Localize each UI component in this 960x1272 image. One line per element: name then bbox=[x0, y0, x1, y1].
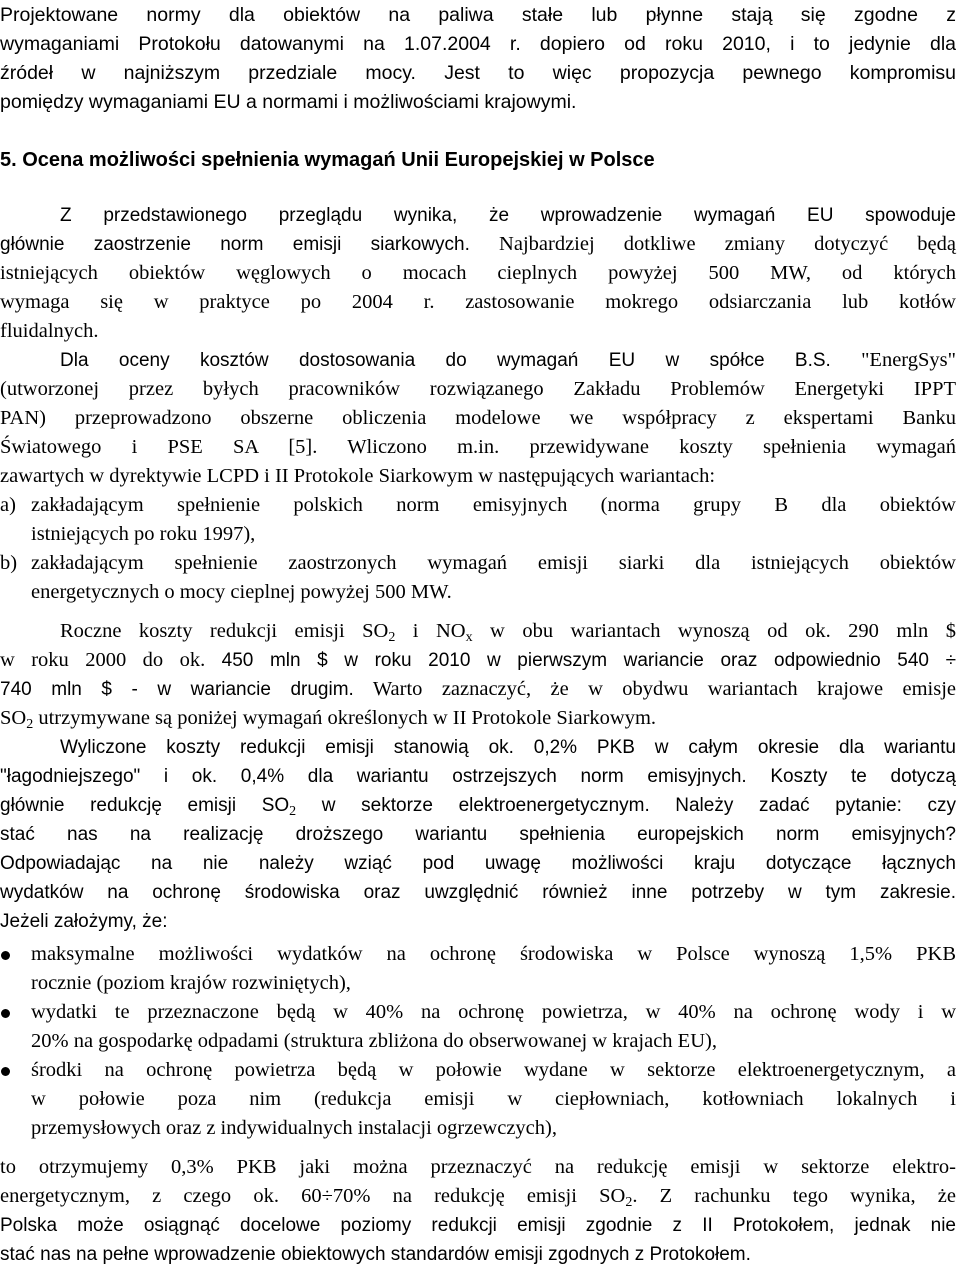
text-line bbox=[0, 1182, 956, 1211]
summary-paragraph bbox=[0, 201, 956, 346]
text-segment: w obu wariantach wynoszą od ok. 290 mln $ bbox=[472, 620, 957, 642]
text-line: stać nas na pełne wprowadzenie obiektowych standardów emisji zgodnych z Protokołem. bbox=[0, 1244, 751, 1265]
section-heading: 5. Ocena możliwości spełnienia wymagań Unii Europejskiej w Polsce bbox=[0, 149, 655, 171]
text-segment: i NO bbox=[395, 620, 466, 642]
list-label: b) bbox=[0, 552, 18, 574]
text-line: środki na ochronę powietrza będą w połowie wydane w sektorze elektroenergetycznym, a bbox=[31, 1059, 956, 1081]
text-segment: 740 mln $ - w wariancie drugim. bbox=[0, 679, 354, 700]
text-line: przemysłowych oraz z indywidualnych instalacji ogrzewczych), bbox=[31, 1117, 557, 1139]
subscript: x bbox=[465, 630, 473, 645]
bullet-icon bbox=[1, 1067, 10, 1076]
text-line: "łagodniejszego" i ok. 0,4% dla wariantu ostrzejszych norm emisyjnych. Koszty te dotyczą bbox=[0, 766, 956, 787]
text-line: pomiędzy wymaganiami EU a normami i możliwościami krajowymi. bbox=[0, 91, 577, 113]
bullet-icon bbox=[1, 951, 10, 960]
text-line: rocznie (poziom krajów rozwiniętych), bbox=[31, 972, 351, 994]
text-segment: Należy zadać pytanie: czy bbox=[675, 795, 956, 816]
subscript: 2 bbox=[625, 1195, 633, 1210]
text-line: fluidalnych. bbox=[0, 320, 99, 342]
text-line: zakładającym spełnienie zaostrzonych wymagań emisji siarki dla istniejących obiektów bbox=[31, 552, 956, 574]
text-line: istniejących obiektów węglowych o mocach cieplnych powyżej 500 MW, od których bbox=[0, 262, 956, 284]
variants-list bbox=[0, 491, 956, 607]
list-item bbox=[0, 491, 956, 549]
text-segment: przewidywane koszty spełnienia wymagań bbox=[529, 436, 957, 458]
text-line: 20% na gospodarkę odpadami (struktura zbliżona do obserwowanej w krajach EU), bbox=[31, 1030, 717, 1052]
list-item bbox=[0, 998, 956, 1056]
text-segment: Warto zaznaczyć, że w obydwu wariantach krajowe emisje bbox=[372, 678, 956, 700]
text-segment: w sektorze elektroenergetycznym. bbox=[296, 795, 650, 816]
text-segment: głównie redukcję emisji SO bbox=[0, 795, 290, 816]
text-line: to otrzymujemy 0,3% PKB jaki można przeznaczyć na redukcję emisji w sektorze elektro- bbox=[0, 1156, 956, 1178]
text-line: Odpowiadając na nie należy wziąć pod uwagę możliwości kraju dotyczące łącznych bbox=[0, 853, 956, 874]
text-segment: Roczne koszty redukcji emisji SO bbox=[60, 620, 389, 642]
text-segment: . Z rachunku tego wynika, że bbox=[632, 1185, 956, 1207]
text-line: stać nas na realizację droższego wariantu spełnienia europejskich norm emisyjnych? bbox=[0, 824, 956, 845]
bullet-icon bbox=[1, 1009, 10, 1018]
text-line bbox=[0, 617, 956, 646]
text-line: zawartych w dyrektywie LCPD i II Protokole Siarkowym w następujących wariantach: bbox=[0, 465, 716, 487]
text-line: Polska może osiągnąć docelowe poziomy redukcji emisji zgodnie z II Protokołem, jednak nie bbox=[0, 1215, 956, 1236]
text-segment: SO bbox=[0, 707, 27, 729]
text-line: zakładającym spełnienie polskich norm emisyjnych (norma grupy B dla obiektów bbox=[31, 494, 956, 516]
intro-paragraph bbox=[0, 1, 956, 117]
text-segment: energetycznym, z czego ok. 60÷70% na redukcję emisji SO bbox=[0, 1185, 626, 1207]
text-segment: głównie zaostrzenie norm emisji siarkowych. bbox=[0, 234, 470, 255]
text-line: Projektowane normy dla obiektów na paliwa stałe lub płynne stają się zgodne z bbox=[0, 4, 956, 26]
text-segment: Światowego i PSE SA [5]. Wliczono m.in. bbox=[0, 436, 500, 458]
text-line bbox=[0, 675, 956, 704]
conclusion-paragraph bbox=[0, 1153, 956, 1269]
text-line: (utworzonej przez byłych pracowników rozwiązanego Zakładu Problemów Energetyki IPPT bbox=[0, 378, 956, 400]
list-item bbox=[0, 549, 956, 607]
assumptions-list bbox=[0, 940, 956, 1143]
text-line bbox=[0, 704, 956, 733]
list-item bbox=[0, 940, 956, 998]
text-line bbox=[0, 433, 956, 462]
text-line bbox=[0, 646, 956, 675]
list-item bbox=[0, 1056, 956, 1143]
subscript: 2 bbox=[26, 717, 34, 732]
pkb-paragraph bbox=[0, 733, 956, 936]
text-line: wymaga się w praktyce po 2004 r. zastosowanie mokrego odsiarczania lub kotłów bbox=[0, 291, 956, 313]
text-line: istniejących po roku 1997), bbox=[31, 523, 256, 545]
text-line: PAN) przeprowadzono obszerne obliczenia modelowe we współpracy z ekspertami Banku bbox=[0, 407, 956, 429]
text-segment: w roku 2000 do ok. bbox=[0, 649, 206, 671]
text-line: Wyliczone koszty redukcji emisji stanowią ok. 0,2% PKB w całym okresie dla wariantu bbox=[60, 737, 956, 758]
text-line bbox=[0, 791, 956, 820]
annual-costs-paragraph bbox=[0, 617, 956, 733]
text-line: wymaganiami Protokołu datowanymi na 1.07.2004 r. dopiero od roku 2010, i to jedynie dla bbox=[0, 33, 956, 55]
text-line bbox=[0, 346, 956, 375]
text-line: Z przedstawionego przeglądu wynika, że wprowadzenie wymagań EU spowoduje bbox=[60, 205, 956, 226]
text-line: w połowie poza nim (redukcja emisji w ciepłowniach, kotłowniach lokalnych i bbox=[31, 1088, 956, 1110]
cost-analysis-paragraph bbox=[0, 346, 956, 491]
text-line: energetycznych o mocy cieplnej powyżej 500 MW. bbox=[31, 581, 452, 603]
text-segment: Najbardziej dotkliwe zmiany dotyczyć będą bbox=[499, 233, 957, 255]
text-segment: 450 mln $ w roku 2010 w pierwszym wariancie oraz odpowiednio 540 ÷ bbox=[221, 650, 956, 671]
text-segment: "EnergSys" bbox=[861, 349, 957, 371]
text-line: wydatków na ochronę środowiska oraz uwzględnić również inne potrzeby w tym zakresie. bbox=[0, 882, 956, 903]
text-line: Jeżeli założymy, że: bbox=[0, 911, 168, 932]
text-line: wydatki te przeznaczone będą w 40% na ochronę powietrza, w 40% na ochronę wody i w bbox=[31, 1001, 956, 1023]
text-line: źródeł w najniższym przedziale mocy. Jest to więc propozycja pewnego kompromisu bbox=[0, 62, 956, 84]
text-line: maksymalne możliwości wydatków na ochronę środowiska w Polsce wynoszą 1,5% PKB bbox=[31, 943, 956, 965]
text-segment: utrzymywane są poniżej wymagań określonych w II Protokole Siarkowym. bbox=[33, 707, 657, 729]
subscript: 2 bbox=[289, 804, 297, 819]
text-segment: Dla oceny kosztów dostosowania do wymagań EU w spółce B.S. bbox=[60, 350, 831, 371]
list-label: a) bbox=[0, 494, 16, 516]
subscript: 2 bbox=[388, 630, 396, 645]
text-line bbox=[0, 230, 956, 259]
